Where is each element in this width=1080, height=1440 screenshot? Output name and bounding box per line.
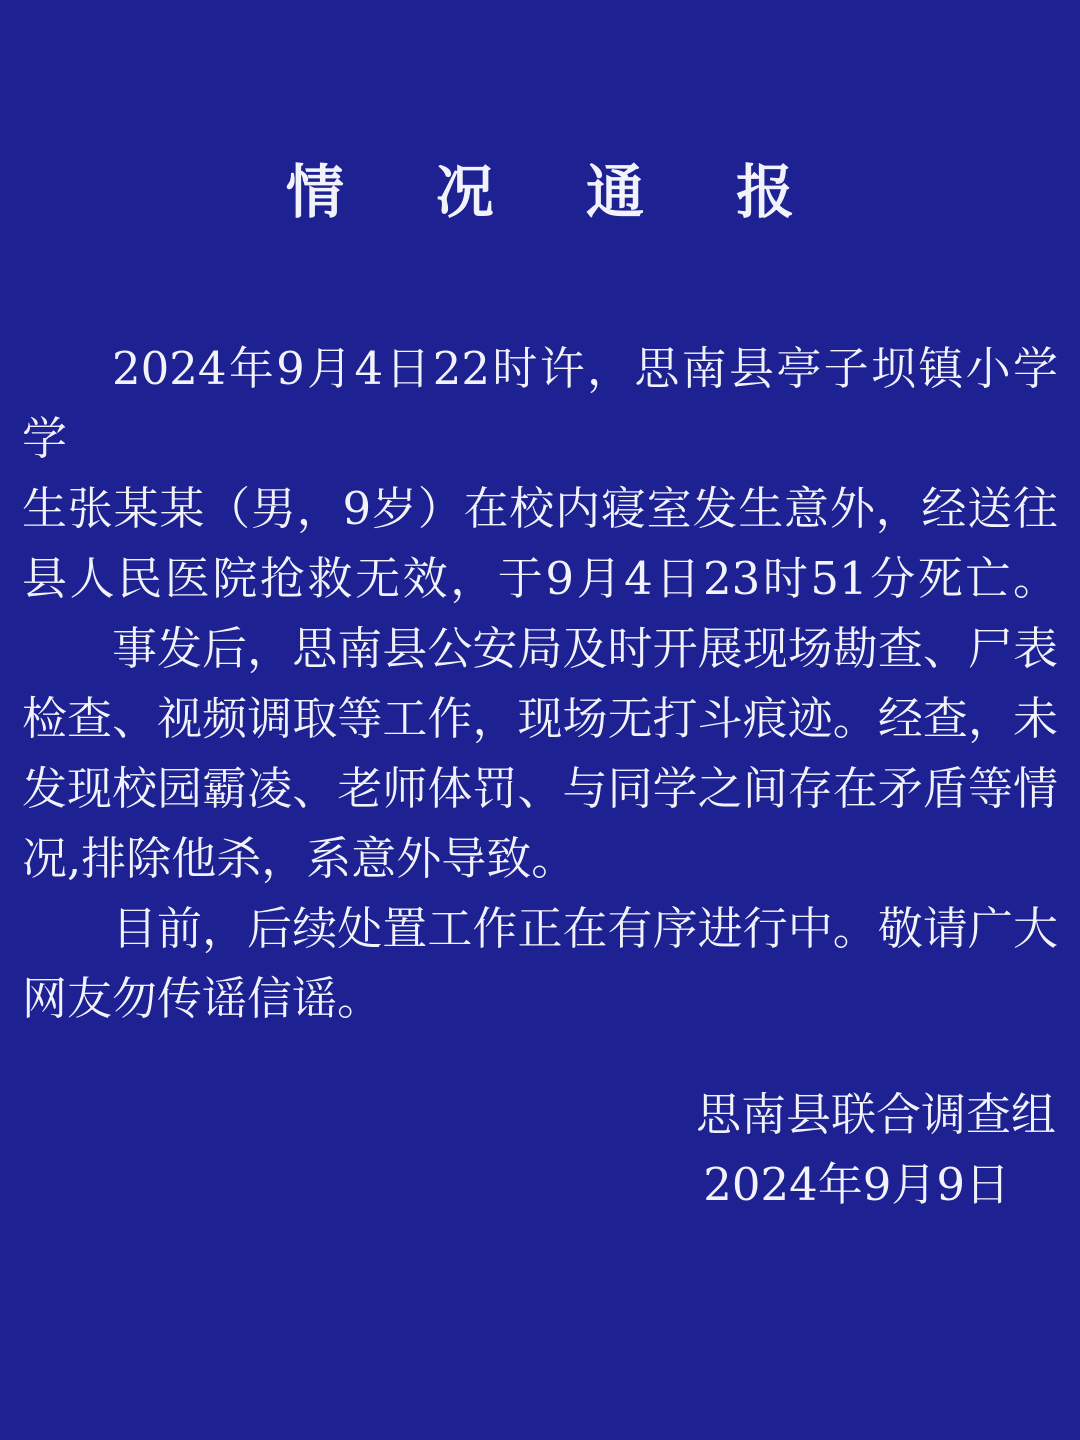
body-line: 况,排除他杀，系意外导致。 <box>22 832 577 885</box>
notice-body <box>22 334 1058 1034</box>
notice-signature <box>22 1080 1058 1220</box>
body-line: 县人民医院抢救无效，于9月4日23时51分死亡。 <box>22 552 1058 605</box>
body-line: 2024年9月4日22时许，思南县亭子坝镇小学学 <box>22 342 1058 465</box>
body-line: 目前，后续处置工作正在有序进行中。敬请广大 <box>112 902 1058 955</box>
body-line: 生张某某（男，9岁）在校内寝室发生意外，经送往 <box>22 482 1058 535</box>
body-line: 发现校园霸凌、老师体罚、与同学之间存在矛盾等情 <box>22 762 1058 815</box>
body-line: 检查、视频调取等工作，现场无打斗痕迹。经查，未 <box>22 692 1058 745</box>
notice-title: 情 况 通 报 <box>285 158 831 226</box>
body-line: 事发后，思南县公安局及时开展现场勘查、尸表 <box>112 622 1058 675</box>
body-line: 网友勿传谣信谣。 <box>22 972 383 1025</box>
signature-date: 2024年9月9日 <box>703 1158 1010 1211</box>
signature-organization: 思南县联合调查组 <box>695 1088 1056 1141</box>
